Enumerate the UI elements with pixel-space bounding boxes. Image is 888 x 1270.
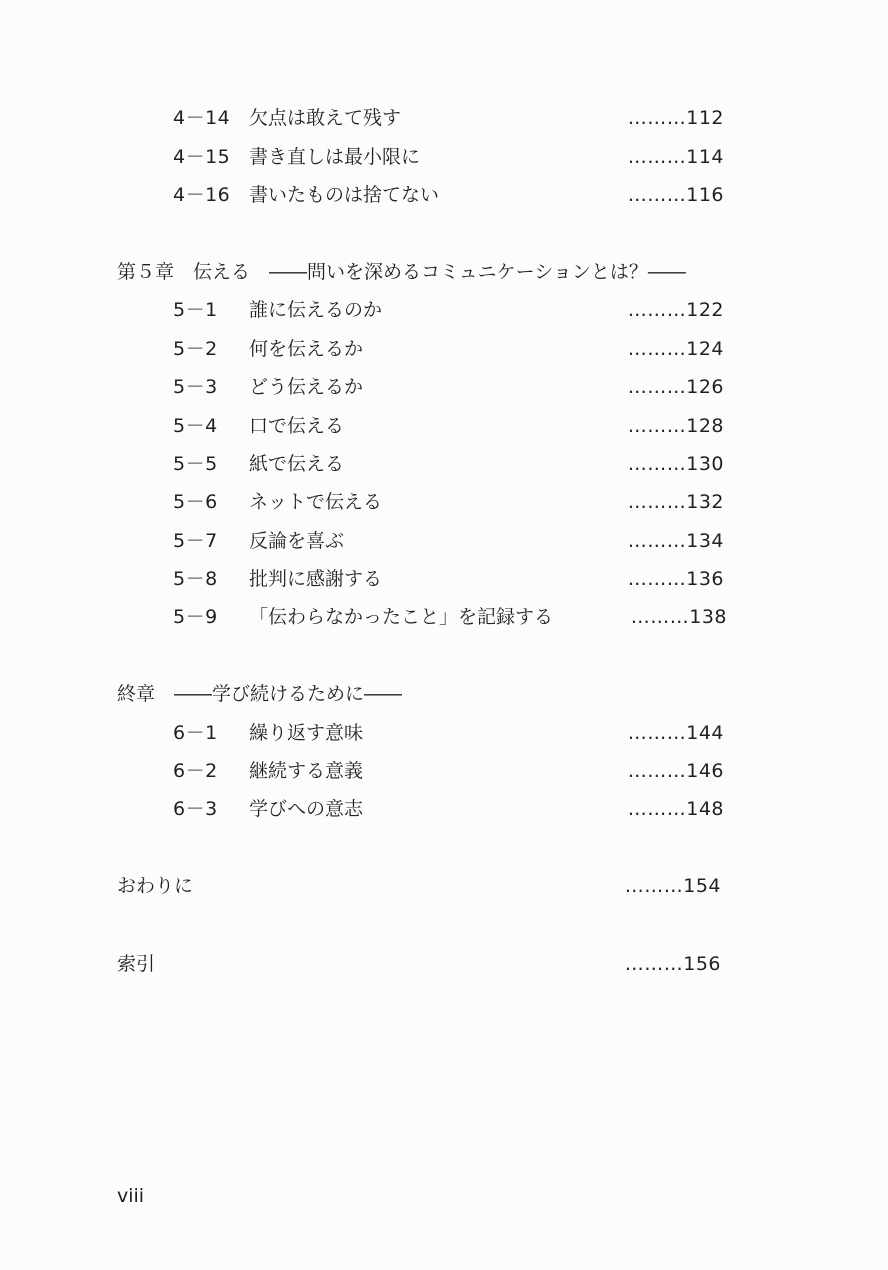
entry-page-number: ………130 [627,453,724,475]
entry-number: 5－5 [173,453,218,475]
entry-page-number: ………132 [627,491,724,513]
entry-page-number: ………138 [630,606,727,628]
entry-number: 5－2 [173,338,218,360]
entry-page-number: ………124 [627,338,724,360]
final-chapter-heading: 終章 ――学び続けるために―― [117,683,403,705]
chapter-heading[interactable] [0,681,888,707]
entry-number: 5－9 [173,606,218,628]
entry-number: 5－4 [173,415,218,437]
entry-number: 6－1 [173,722,218,744]
entry-page-number: ………128 [627,415,724,437]
toc-entry[interactable] [0,720,888,746]
entry-title: 繰り返す意味 [249,722,364,744]
entry-page-number: ………136 [627,568,724,590]
page-folio: viii [117,1185,145,1207]
toc-entry[interactable] [0,566,888,592]
entry-title: 継続する意義 [249,760,364,782]
afterword-title: おわりに [117,875,194,897]
entry-number: 5－8 [173,568,218,590]
entry-page-number: ………146 [627,760,724,782]
entry-page-number: ………144 [627,722,724,744]
entry-number: 6－3 [173,798,218,820]
entry-page-number: ………114 [627,146,724,168]
entry-title: 何を伝えるか [249,338,364,360]
toc-entry[interactable] [0,297,888,323]
entry-title: 学びへの意志 [249,798,364,820]
entry-title: 書き直しは最小限に [249,146,421,168]
entry-number: 6－2 [173,760,218,782]
entry-page-number: ………112 [627,107,724,129]
toc-entry[interactable] [0,105,888,131]
toc-entry[interactable] [0,144,888,170]
entry-title: 紙で伝える [249,453,345,475]
entry-page-number: ………148 [627,798,724,820]
toc-entry-index[interactable] [0,951,888,977]
toc-entry[interactable] [0,489,888,515]
toc-entry[interactable] [0,796,888,822]
entry-number: 4－16 [173,184,231,206]
toc-entry[interactable] [0,182,888,208]
toc-entry[interactable] [0,451,888,477]
entry-title: 書いたものは捨てない [249,184,440,206]
entry-title: 「伝わらなかったこと」を記録する [249,606,554,628]
toc-entry-afterword[interactable] [0,873,888,899]
chapter-heading[interactable] [0,259,888,285]
entry-page-number: ………156 [624,953,721,975]
entry-page-number: ………126 [627,376,724,398]
entry-page-number: ………154 [624,875,721,897]
entry-title: 誰に伝えるのか [249,299,383,321]
toc-entry[interactable] [0,604,888,630]
entry-number: 5－6 [173,491,218,513]
entry-number: 5－7 [173,530,218,552]
index-title: 索引 [117,953,156,975]
toc-entry[interactable] [0,413,888,439]
entry-number: 4－15 [173,146,231,168]
entry-title: 欠点は敢えて残す [249,107,402,129]
entry-number: 5－3 [173,376,218,398]
entry-number: 5－1 [173,299,218,321]
entry-title: 口で伝える [249,415,345,437]
toc-entry[interactable] [0,336,888,362]
entry-page-number: ………116 [627,184,724,206]
chapter-5-heading: 第５章 伝える ――問いを深めるコミュニケーションとは？―― [117,261,686,283]
toc-entry[interactable] [0,758,888,784]
entry-title: どう伝えるか [249,376,364,398]
entry-page-number: ………122 [627,299,724,321]
entry-title: ネットで伝える [249,491,383,513]
entry-number: 4－14 [173,107,231,129]
toc-entry[interactable] [0,374,888,400]
entry-title: 批判に感謝する [249,568,383,590]
toc-entry[interactable] [0,528,888,554]
entry-page-number: ………134 [627,530,724,552]
entry-title: 反論を喜ぶ [249,530,345,552]
